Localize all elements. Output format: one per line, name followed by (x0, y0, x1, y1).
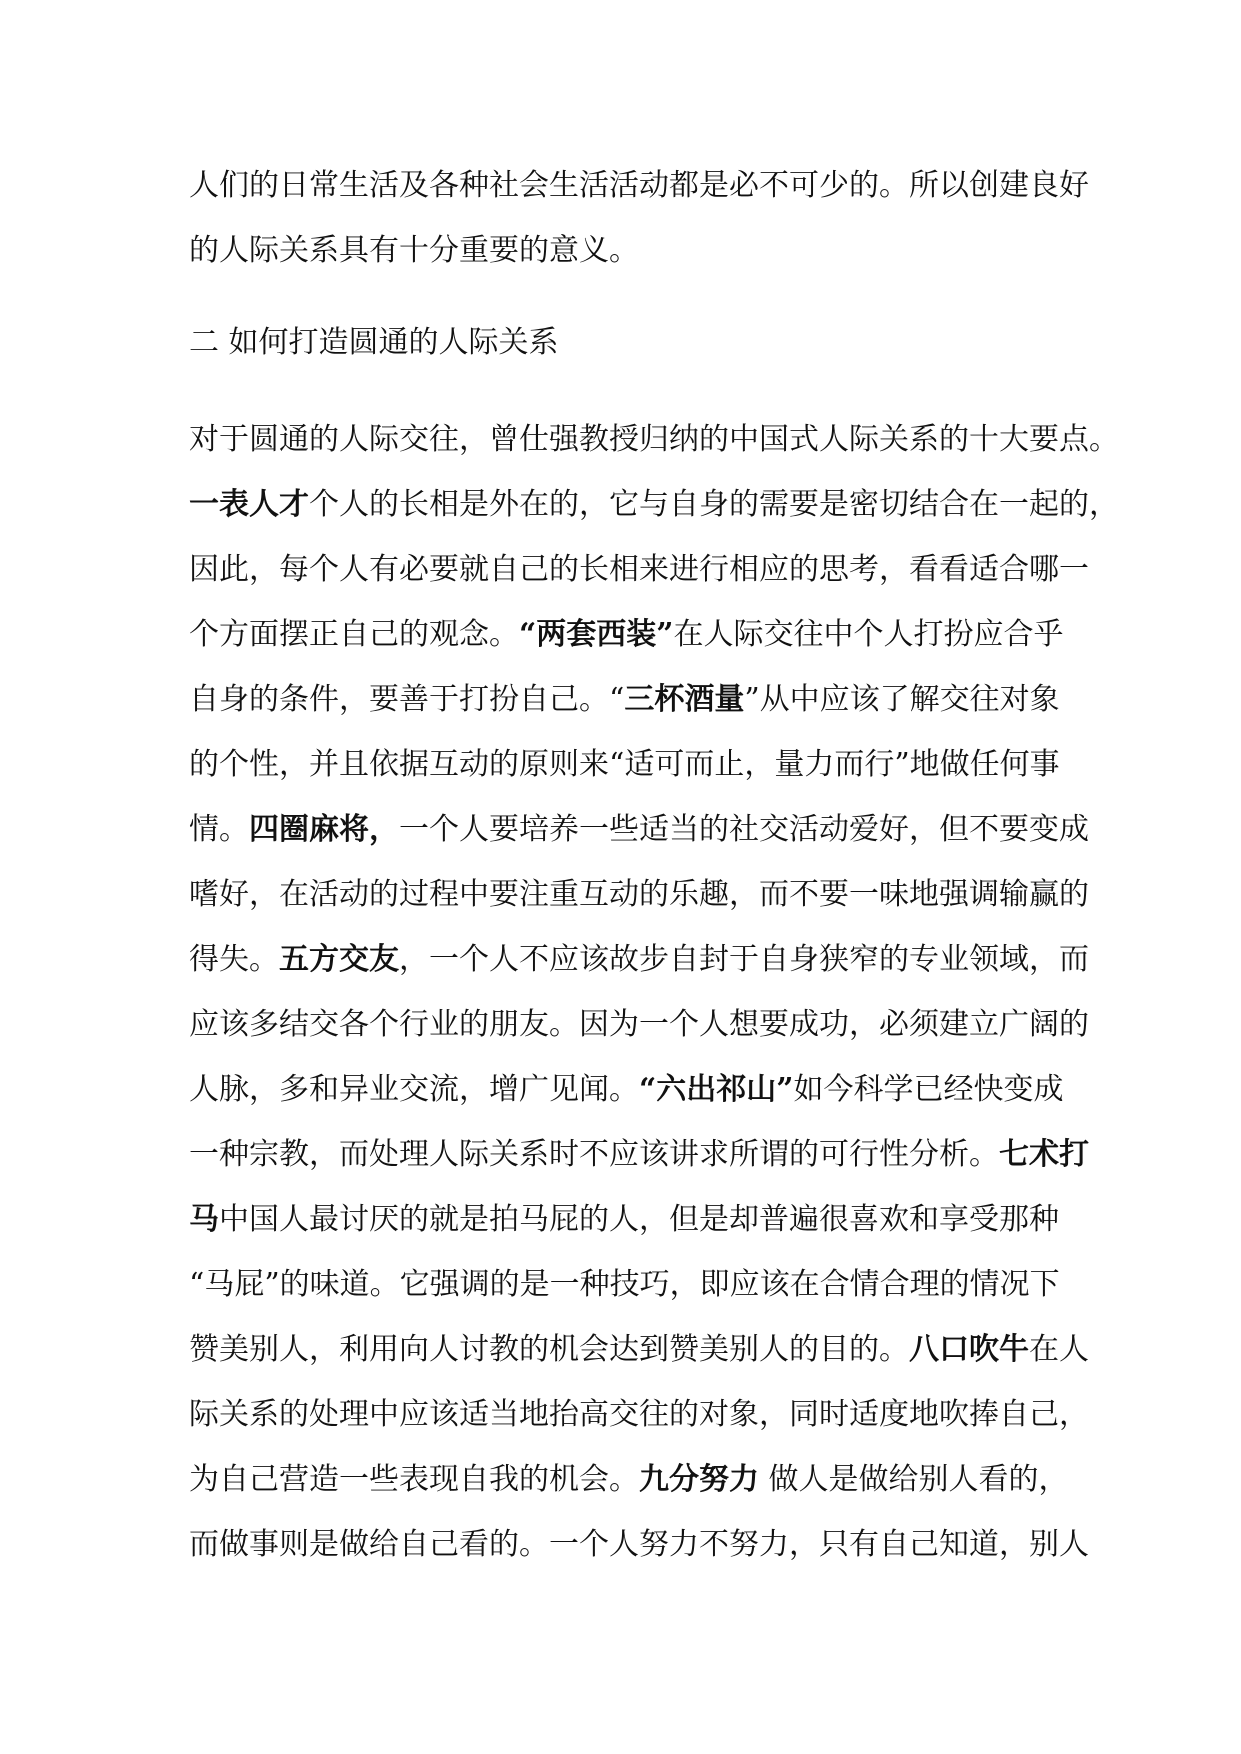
body-line (189, 602, 1064, 667)
body-line (189, 1382, 1089, 1447)
body-line (189, 797, 1089, 862)
body-text: 个人的长相是外在的，它与自身的需要是密切结合在一起的， (309, 487, 1119, 522)
body-line (189, 1447, 1069, 1512)
body-line (189, 1317, 1089, 1382)
keyword-text: 三杯酒量 (624, 682, 745, 717)
body-text: 应该多结交各个行业的朋友。因为一个人想要成功，必须建立广阔的 (189, 1007, 1089, 1042)
keyword-text: 七术打 (999, 1137, 1089, 1172)
body-line (189, 1512, 1089, 1577)
body-line (189, 407, 1119, 472)
body-paragraph (189, 407, 1119, 1577)
keyword-text: 五方交友 (279, 942, 399, 977)
body-text: 嗜好，在活动的过程中要注重互动的乐趣，而不要一味地强调输赢的 (189, 877, 1089, 912)
body-text: 得失。 (189, 942, 279, 977)
keyword-text: 四圈麻将， (249, 812, 399, 847)
body-text: 赞美别人，利用向人讨教的机会达到赞美别人的目的。 (189, 1332, 909, 1367)
body-line (189, 732, 1059, 797)
keyword-text: 马 (189, 1202, 219, 1237)
body-text: 因此，每个人有必要就自己的长相来进行相应的思考，看看适合哪一 (189, 552, 1089, 587)
body-text: 一种宗教，而处理人际关系时不应该讲求所谓的可行性分析。 (189, 1137, 999, 1172)
body-line (189, 1122, 1089, 1187)
body-text: 中国人最讨厌的就是拍马屁的人，但是却普遍很喜欢和享受那种 (219, 1202, 1059, 1237)
body-line (189, 1252, 1059, 1317)
section-heading: 二 如何打造圆通的人际关系 (189, 325, 559, 360)
body-text: 自身的条件，要善于打扮自己。“ (189, 682, 625, 717)
keyword-text: “两套西装” (519, 617, 674, 652)
intro-paragraph (189, 153, 1089, 283)
keyword-text: “六出祁山” (639, 1072, 794, 1107)
body-text: 的个性，并且依据互动的原则来“适可而止，量力而行”地做任何事 (189, 747, 1060, 782)
keyword-text: 一表人才 (189, 487, 309, 522)
body-line (189, 927, 1089, 992)
body-text: 情。 (189, 812, 249, 847)
keyword-text: 九分努力 (639, 1462, 759, 1497)
body-line (189, 862, 1089, 927)
body-text: “马屁”的味道。它强调的是一种技巧，即应该在合情合理的情况下 (189, 1267, 1060, 1302)
body-text: 而做事则是做给自己看的。一个人努力不努力，只有自己知道，别人 (189, 1527, 1089, 1562)
body-line (189, 537, 1089, 602)
body-text: 际关系的处理中应该适当地抬高交往的对象，同时适度地吹捧自己， (189, 1397, 1089, 1432)
body-text: 个方面摆正自己的观念。 (189, 617, 519, 652)
body-text: 一个人要培养一些适当的社交活动爱好，但不要变成 (399, 812, 1089, 847)
body-text: 为自己营造一些表现自我的机会。 (189, 1462, 639, 1497)
body-text: 人脉，多和异业交流，增广见闻。 (189, 1072, 639, 1107)
body-text: ”从中应该了解交往对象 (744, 682, 1060, 717)
body-line (189, 472, 1119, 537)
intro-line: 人们的日常生活及各种社会生活活动都是必不可少的。所以创建良好 (189, 168, 1089, 203)
body-line (189, 992, 1089, 1057)
keyword-text: 八口吹牛 (909, 1332, 1029, 1367)
body-line (189, 667, 1059, 732)
body-text: 做人是做给别人看的， (759, 1462, 1069, 1497)
body-text: 在人际交往中个人打扮应合乎 (673, 617, 1064, 652)
body-text: 如今科学已经快变成 (793, 1072, 1064, 1107)
body-line (189, 1057, 1064, 1122)
body-text: 对于圆通的人际交往，曾仕强教授归纳的中国式人际关系的十大要点。 (189, 422, 1119, 457)
body-text: ，一个人不应该故步自封于自身狭窄的专业领域，而 (399, 942, 1089, 977)
body-line (189, 1187, 1059, 1252)
intro-line: 的人际关系具有十分重要的意义。 (189, 233, 639, 268)
body-text: 在人 (1029, 1332, 1089, 1367)
